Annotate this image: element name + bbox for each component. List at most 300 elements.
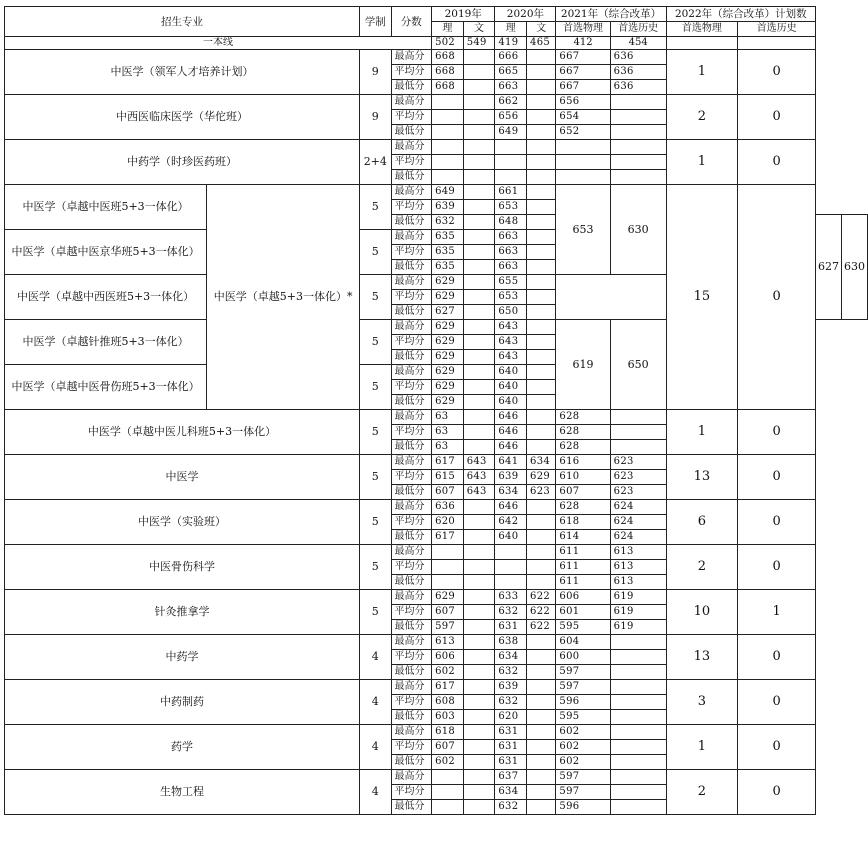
score-2019-science: 602 bbox=[432, 665, 464, 680]
score-2021-history: 619 bbox=[610, 620, 666, 635]
score-2021-history bbox=[610, 710, 666, 725]
score-2020-science: 663 bbox=[495, 260, 527, 275]
table-row bbox=[5, 500, 868, 515]
score-2019-science: 613 bbox=[432, 635, 464, 650]
score-2020-arts bbox=[527, 545, 556, 560]
score-2019-arts bbox=[463, 695, 495, 710]
score-2021-physics: 611 bbox=[556, 575, 610, 590]
score-2020-science: 646 bbox=[495, 410, 527, 425]
score-2021-physics: 602 bbox=[556, 740, 610, 755]
score-2021-history bbox=[610, 155, 666, 170]
plan-2022-physics: 15 bbox=[666, 185, 738, 410]
score-type-label: 平均分 bbox=[391, 110, 432, 125]
merged-2021-history: 650 bbox=[610, 320, 666, 410]
plan-2022-history: 0 bbox=[738, 500, 816, 545]
score-2020-arts bbox=[527, 725, 556, 740]
score-2020-arts bbox=[527, 515, 556, 530]
score-2020-arts: 623 bbox=[527, 485, 556, 500]
score-2021-physics: 597 bbox=[556, 770, 610, 785]
score-2020-arts bbox=[527, 140, 556, 155]
score-type-label: 最高分 bbox=[391, 50, 432, 65]
score-2021-history: 623 bbox=[610, 485, 666, 500]
score-2019-science: 668 bbox=[432, 65, 464, 80]
score-2019-arts bbox=[463, 215, 495, 230]
score-2019-arts bbox=[463, 425, 495, 440]
score-2019-science bbox=[432, 170, 464, 185]
score-2021-history bbox=[610, 680, 666, 695]
header-2019-science: 理 bbox=[432, 22, 464, 37]
score-2019-science: 636 bbox=[432, 500, 464, 515]
major-duration: 5 bbox=[360, 365, 391, 410]
major-duration: 5 bbox=[360, 545, 391, 590]
score-2021-physics: 618 bbox=[556, 515, 610, 530]
score-2021-history: 623 bbox=[610, 455, 666, 470]
score-2020-science: 641 bbox=[495, 455, 527, 470]
major-name: 针灸推拿学 bbox=[5, 590, 360, 635]
score-2019-arts bbox=[463, 620, 495, 635]
score-2019-arts bbox=[463, 140, 495, 155]
score-2020-arts bbox=[527, 440, 556, 455]
plan-2022-history: 0 bbox=[738, 725, 816, 770]
score-2020-science: 632 bbox=[495, 695, 527, 710]
plan-2022-physics: 6 bbox=[666, 500, 738, 545]
score-2020-science: 646 bbox=[495, 440, 527, 455]
score-2020-arts bbox=[527, 800, 556, 815]
major-name: 中药学（时珍医药班） bbox=[5, 140, 360, 185]
score-2019-science: 668 bbox=[432, 80, 464, 95]
score-type-label: 最高分 bbox=[391, 545, 432, 560]
plan-2022-history: 0 bbox=[738, 410, 816, 455]
score-2021-physics: 600 bbox=[556, 650, 610, 665]
score-type-label: 最低分 bbox=[391, 665, 432, 680]
score-2020-arts bbox=[527, 245, 556, 260]
score-2019-arts bbox=[463, 200, 495, 215]
score-2021-history bbox=[610, 740, 666, 755]
score-2020-arts bbox=[527, 320, 556, 335]
score-2021-physics: 595 bbox=[556, 710, 610, 725]
score-2019-science: 608 bbox=[432, 695, 464, 710]
plan-2022-physics: 2 bbox=[666, 545, 738, 590]
header-major: 招生专业 bbox=[5, 7, 360, 37]
score-2021-physics bbox=[556, 140, 610, 155]
score-type-label: 最高分 bbox=[391, 590, 432, 605]
score-type-label: 最低分 bbox=[391, 710, 432, 725]
score-2020-science bbox=[495, 140, 527, 155]
header-2019-arts: 文 bbox=[463, 22, 495, 37]
major-name: 中医学（卓越中医京华班5+3一体化） bbox=[5, 230, 207, 275]
score-2019-science bbox=[432, 155, 464, 170]
score-2020-science: 648 bbox=[495, 215, 527, 230]
plan-2022-physics: 1 bbox=[666, 140, 738, 185]
score-2019-science: 63 bbox=[432, 410, 464, 425]
score-type-label: 最低分 bbox=[391, 260, 432, 275]
score-2019-arts bbox=[463, 290, 495, 305]
score-2021-history bbox=[610, 770, 666, 785]
score-2019-arts bbox=[463, 335, 495, 350]
score-2019-science: 629 bbox=[432, 290, 464, 305]
table-row bbox=[5, 455, 868, 470]
score-type-label: 最低分 bbox=[391, 170, 432, 185]
header-2020-science: 理 bbox=[495, 22, 527, 37]
major-name: 生物工程 bbox=[5, 770, 360, 815]
plan-2022-physics: 1 bbox=[666, 50, 738, 95]
major-duration: 5 bbox=[360, 500, 391, 545]
score-2019-arts: 643 bbox=[463, 470, 495, 485]
table-row bbox=[5, 680, 868, 695]
score-2019-arts bbox=[463, 395, 495, 410]
major-duration: 2+4 bbox=[360, 140, 391, 185]
score-2021-history bbox=[610, 425, 666, 440]
score-2020-science: 631 bbox=[495, 620, 527, 635]
score-2019-science: 607 bbox=[432, 485, 464, 500]
table-row bbox=[5, 770, 868, 785]
score-2019-science bbox=[432, 770, 464, 785]
cutoff-2022-physics bbox=[666, 37, 738, 50]
score-type-label: 最高分 bbox=[391, 635, 432, 650]
score-2021-history bbox=[610, 170, 666, 185]
score-type-label: 平均分 bbox=[391, 290, 432, 305]
score-2019-science: 668 bbox=[432, 50, 464, 65]
score-2019-science: 629 bbox=[432, 275, 464, 290]
score-2020-arts bbox=[527, 350, 556, 365]
score-2020-arts: 629 bbox=[527, 470, 556, 485]
score-2020-science: 666 bbox=[495, 50, 527, 65]
score-2019-arts bbox=[463, 410, 495, 425]
major-duration: 4 bbox=[360, 725, 391, 770]
plan-2022-history: 0 bbox=[738, 680, 816, 725]
major-name: 中医学（卓越针推班5+3一体化） bbox=[5, 320, 207, 365]
score-2019-arts bbox=[463, 635, 495, 650]
cutoff-2021-physics: 412 bbox=[556, 37, 610, 50]
score-2021-history bbox=[610, 695, 666, 710]
score-2019-science: 606 bbox=[432, 650, 464, 665]
score-2020-arts bbox=[527, 125, 556, 140]
score-type-label: 最低分 bbox=[391, 530, 432, 545]
merged-2021-physics: 619 bbox=[556, 320, 610, 410]
score-2019-science: 629 bbox=[432, 335, 464, 350]
score-2020-arts bbox=[527, 740, 556, 755]
score-2019-arts: 643 bbox=[463, 485, 495, 500]
score-2019-science: 617 bbox=[432, 680, 464, 695]
plan-2022-physics: 1 bbox=[666, 725, 738, 770]
score-2020-arts bbox=[527, 425, 556, 440]
score-2021-physics: 611 bbox=[556, 560, 610, 575]
score-2020-science: 655 bbox=[495, 275, 527, 290]
score-2019-science: 627 bbox=[432, 305, 464, 320]
score-type-label: 最高分 bbox=[391, 95, 432, 110]
score-2021-history bbox=[610, 785, 666, 800]
cutoff-2019-science: 502 bbox=[432, 37, 464, 50]
plan-2022-history: 0 bbox=[738, 545, 816, 590]
score-2021-history: 623 bbox=[610, 470, 666, 485]
score-2020-science: 632 bbox=[495, 800, 527, 815]
score-type-label: 最高分 bbox=[391, 320, 432, 335]
major-duration: 5 bbox=[360, 455, 391, 500]
table-row bbox=[5, 185, 868, 200]
score-2021-history: 624 bbox=[610, 530, 666, 545]
score-2019-arts: 643 bbox=[463, 455, 495, 470]
plan-2022-history: 0 bbox=[738, 770, 816, 815]
score-2019-science: 649 bbox=[432, 185, 464, 200]
score-2021-physics: 654 bbox=[556, 110, 610, 125]
score-2021-history: 636 bbox=[610, 65, 666, 80]
score-2021-history bbox=[610, 125, 666, 140]
cutoff-2022-history bbox=[738, 37, 816, 50]
score-2020-science: 656 bbox=[495, 110, 527, 125]
major-name: 中医学（卓越中医骨伤班5+3一体化） bbox=[5, 365, 207, 410]
score-2019-arts bbox=[463, 260, 495, 275]
major-duration: 5 bbox=[360, 410, 391, 455]
score-type-label: 最低分 bbox=[391, 755, 432, 770]
table-row bbox=[5, 545, 868, 560]
score-type-label: 最低分 bbox=[391, 620, 432, 635]
score-2021-history: 613 bbox=[610, 560, 666, 575]
score-2019-science: 635 bbox=[432, 230, 464, 245]
header-score: 分数 bbox=[391, 7, 432, 37]
score-2020-arts bbox=[527, 785, 556, 800]
cutoff-2019-arts: 549 bbox=[463, 37, 495, 50]
score-2021-physics: 628 bbox=[556, 440, 610, 455]
score-type-label: 最高分 bbox=[391, 500, 432, 515]
merged-2021-history: 630 bbox=[610, 185, 666, 275]
score-2019-science: 620 bbox=[432, 515, 464, 530]
cutoff-label: 一本线 bbox=[5, 37, 432, 50]
score-2019-science: 639 bbox=[432, 200, 464, 215]
score-2021-physics: 628 bbox=[556, 500, 610, 515]
score-2019-arts bbox=[463, 725, 495, 740]
score-2021-history: 636 bbox=[610, 80, 666, 95]
score-2019-arts bbox=[463, 230, 495, 245]
header-2022-plan: 2022年（综合改革）计划数 bbox=[666, 7, 815, 22]
score-type-label: 平均分 bbox=[391, 515, 432, 530]
score-2020-science bbox=[495, 575, 527, 590]
score-2021-history bbox=[610, 650, 666, 665]
score-2020-science: 650 bbox=[495, 305, 527, 320]
score-2020-arts bbox=[527, 650, 556, 665]
score-2021-physics: 597 bbox=[556, 665, 610, 680]
score-type-label: 最高分 bbox=[391, 365, 432, 380]
score-2019-science: 617 bbox=[432, 530, 464, 545]
score-2019-science: 63 bbox=[432, 440, 464, 455]
score-2019-science bbox=[432, 800, 464, 815]
score-2019-science: 597 bbox=[432, 620, 464, 635]
score-2021-history: 613 bbox=[610, 575, 666, 590]
score-type-label: 平均分 bbox=[391, 335, 432, 350]
score-2021-physics: 604 bbox=[556, 635, 610, 650]
score-type-label: 最低分 bbox=[391, 305, 432, 320]
merged-2021-history: 630 bbox=[842, 215, 868, 320]
score-2019-science: 618 bbox=[432, 725, 464, 740]
score-2021-history bbox=[610, 410, 666, 425]
plan-2022-history: 0 bbox=[738, 50, 816, 95]
score-2020-arts bbox=[527, 200, 556, 215]
plan-2022-physics: 1 bbox=[666, 410, 738, 455]
score-2020-arts bbox=[527, 275, 556, 290]
score-2019-science bbox=[432, 545, 464, 560]
score-2020-arts bbox=[527, 500, 556, 515]
score-type-label: 最低分 bbox=[391, 125, 432, 140]
major-name: 中医学（实验班） bbox=[5, 500, 360, 545]
score-2020-arts bbox=[527, 665, 556, 680]
score-2020-arts bbox=[527, 770, 556, 785]
score-2019-science: 629 bbox=[432, 590, 464, 605]
score-2021-physics bbox=[556, 170, 610, 185]
score-2021-physics: 607 bbox=[556, 485, 610, 500]
major-name: 药学 bbox=[5, 725, 360, 770]
score-2020-arts: 622 bbox=[527, 605, 556, 620]
plan-2022-physics: 2 bbox=[666, 95, 738, 140]
score-2020-science: 662 bbox=[495, 95, 527, 110]
major-duration: 4 bbox=[360, 635, 391, 680]
score-2019-arts bbox=[463, 185, 495, 200]
score-type-label: 最低分 bbox=[391, 395, 432, 410]
score-2019-science: 629 bbox=[432, 350, 464, 365]
header-2021: 2021年（综合改革） bbox=[556, 7, 666, 22]
score-2020-science: 638 bbox=[495, 635, 527, 650]
score-2019-science: 615 bbox=[432, 470, 464, 485]
score-2019-science: 632 bbox=[432, 215, 464, 230]
score-2020-science: 640 bbox=[495, 365, 527, 380]
score-type-label: 最低分 bbox=[391, 485, 432, 500]
score-2020-science: 661 bbox=[495, 185, 527, 200]
score-2020-arts bbox=[527, 50, 556, 65]
score-2020-arts bbox=[527, 575, 556, 590]
score-2021-physics: 667 bbox=[556, 65, 610, 80]
score-type-label: 最高分 bbox=[391, 770, 432, 785]
plan-2022-history: 1 bbox=[738, 590, 816, 635]
score-2019-science bbox=[432, 110, 464, 125]
score-2020-arts bbox=[527, 335, 556, 350]
plan-2022-physics: 13 bbox=[666, 455, 738, 500]
score-type-label: 最低分 bbox=[391, 350, 432, 365]
score-2020-arts bbox=[527, 305, 556, 320]
score-2019-arts bbox=[463, 740, 495, 755]
score-2019-science bbox=[432, 560, 464, 575]
score-2021-history: 636 bbox=[610, 50, 666, 65]
score-2019-arts bbox=[463, 575, 495, 590]
score-2019-arts bbox=[463, 380, 495, 395]
score-2020-science: 646 bbox=[495, 425, 527, 440]
score-2020-science: 643 bbox=[495, 335, 527, 350]
score-2020-arts bbox=[527, 380, 556, 395]
header-2021-history: 首选历史 bbox=[610, 22, 666, 37]
score-2019-science: 63 bbox=[432, 425, 464, 440]
score-2020-arts bbox=[527, 110, 556, 125]
score-2021-physics: 667 bbox=[556, 80, 610, 95]
score-2021-history bbox=[610, 140, 666, 155]
header-2020: 2020年 bbox=[495, 7, 556, 22]
score-type-label: 最高分 bbox=[391, 185, 432, 200]
score-type-label: 平均分 bbox=[391, 605, 432, 620]
score-2020-science: 663 bbox=[495, 245, 527, 260]
score-2019-arts bbox=[463, 590, 495, 605]
cutoff-2021-history: 454 bbox=[610, 37, 666, 50]
score-2020-arts bbox=[527, 410, 556, 425]
score-2020-science bbox=[495, 545, 527, 560]
score-2020-science bbox=[495, 560, 527, 575]
score-2020-arts bbox=[527, 530, 556, 545]
plan-2022-physics: 2 bbox=[666, 770, 738, 815]
score-2021-physics: 610 bbox=[556, 470, 610, 485]
score-2021-history: 619 bbox=[610, 590, 666, 605]
major-name: 中医学（卓越中西医班5+3一体化） bbox=[5, 275, 207, 320]
major-duration: 9 bbox=[360, 50, 391, 95]
score-2020-arts bbox=[527, 155, 556, 170]
score-2020-arts bbox=[527, 95, 556, 110]
major-name: 中药制药 bbox=[5, 680, 360, 725]
score-2020-science: 643 bbox=[495, 320, 527, 335]
score-2019-science: 629 bbox=[432, 380, 464, 395]
score-2019-arts bbox=[463, 560, 495, 575]
cutoff-2020-science: 419 bbox=[495, 37, 527, 50]
score-2019-arts bbox=[463, 755, 495, 770]
score-2021-physics: 652 bbox=[556, 125, 610, 140]
score-2021-physics: 614 bbox=[556, 530, 610, 545]
score-2020-science: 640 bbox=[495, 380, 527, 395]
plan-2022-history: 0 bbox=[738, 455, 816, 500]
score-2021-physics: 595 bbox=[556, 620, 610, 635]
major-duration: 4 bbox=[360, 680, 391, 725]
score-2019-arts bbox=[463, 80, 495, 95]
score-2021-history bbox=[610, 800, 666, 815]
header-duration: 学制 bbox=[360, 7, 391, 37]
score-2019-arts bbox=[463, 530, 495, 545]
score-2019-science bbox=[432, 785, 464, 800]
table-row bbox=[5, 140, 868, 155]
score-2020-science: 634 bbox=[495, 485, 527, 500]
score-2019-arts bbox=[463, 95, 495, 110]
score-2019-arts bbox=[463, 680, 495, 695]
score-2021-history bbox=[610, 110, 666, 125]
major-name: 中医学（领军人才培养计划） bbox=[5, 50, 360, 95]
major-name: 中医学 bbox=[5, 455, 360, 500]
score-2019-science: 602 bbox=[432, 755, 464, 770]
header-row-1 bbox=[5, 7, 868, 22]
major-name: 中医学（卓越中医班5+3一体化） bbox=[5, 185, 207, 230]
score-2019-arts bbox=[463, 770, 495, 785]
score-2020-arts bbox=[527, 185, 556, 200]
score-2020-science: 632 bbox=[495, 665, 527, 680]
score-2020-science: 663 bbox=[495, 80, 527, 95]
score-type-label: 最高分 bbox=[391, 140, 432, 155]
score-2019-science bbox=[432, 140, 464, 155]
score-2019-arts bbox=[463, 170, 495, 185]
score-2020-arts bbox=[527, 710, 556, 725]
plan-2022-history: 0 bbox=[738, 140, 816, 185]
table-row bbox=[5, 590, 868, 605]
table-row bbox=[5, 725, 868, 740]
score-2019-arts bbox=[463, 350, 495, 365]
score-2019-arts bbox=[463, 800, 495, 815]
score-2020-science: 640 bbox=[495, 395, 527, 410]
score-2019-science: 617 bbox=[432, 455, 464, 470]
score-2021-history bbox=[610, 725, 666, 740]
score-2020-science: 653 bbox=[495, 200, 527, 215]
score-type-label: 最低分 bbox=[391, 215, 432, 230]
score-type-label: 平均分 bbox=[391, 695, 432, 710]
score-2020-science bbox=[495, 155, 527, 170]
score-2020-science: 637 bbox=[495, 770, 527, 785]
score-type-label: 平均分 bbox=[391, 470, 432, 485]
score-2019-arts bbox=[463, 305, 495, 320]
score-2019-arts bbox=[463, 110, 495, 125]
table-row bbox=[5, 635, 868, 650]
score-2021-physics bbox=[556, 155, 610, 170]
header-2020-arts: 文 bbox=[527, 22, 556, 37]
score-2019-arts bbox=[463, 500, 495, 515]
score-type-label: 平均分 bbox=[391, 425, 432, 440]
score-type-label: 最低分 bbox=[391, 800, 432, 815]
